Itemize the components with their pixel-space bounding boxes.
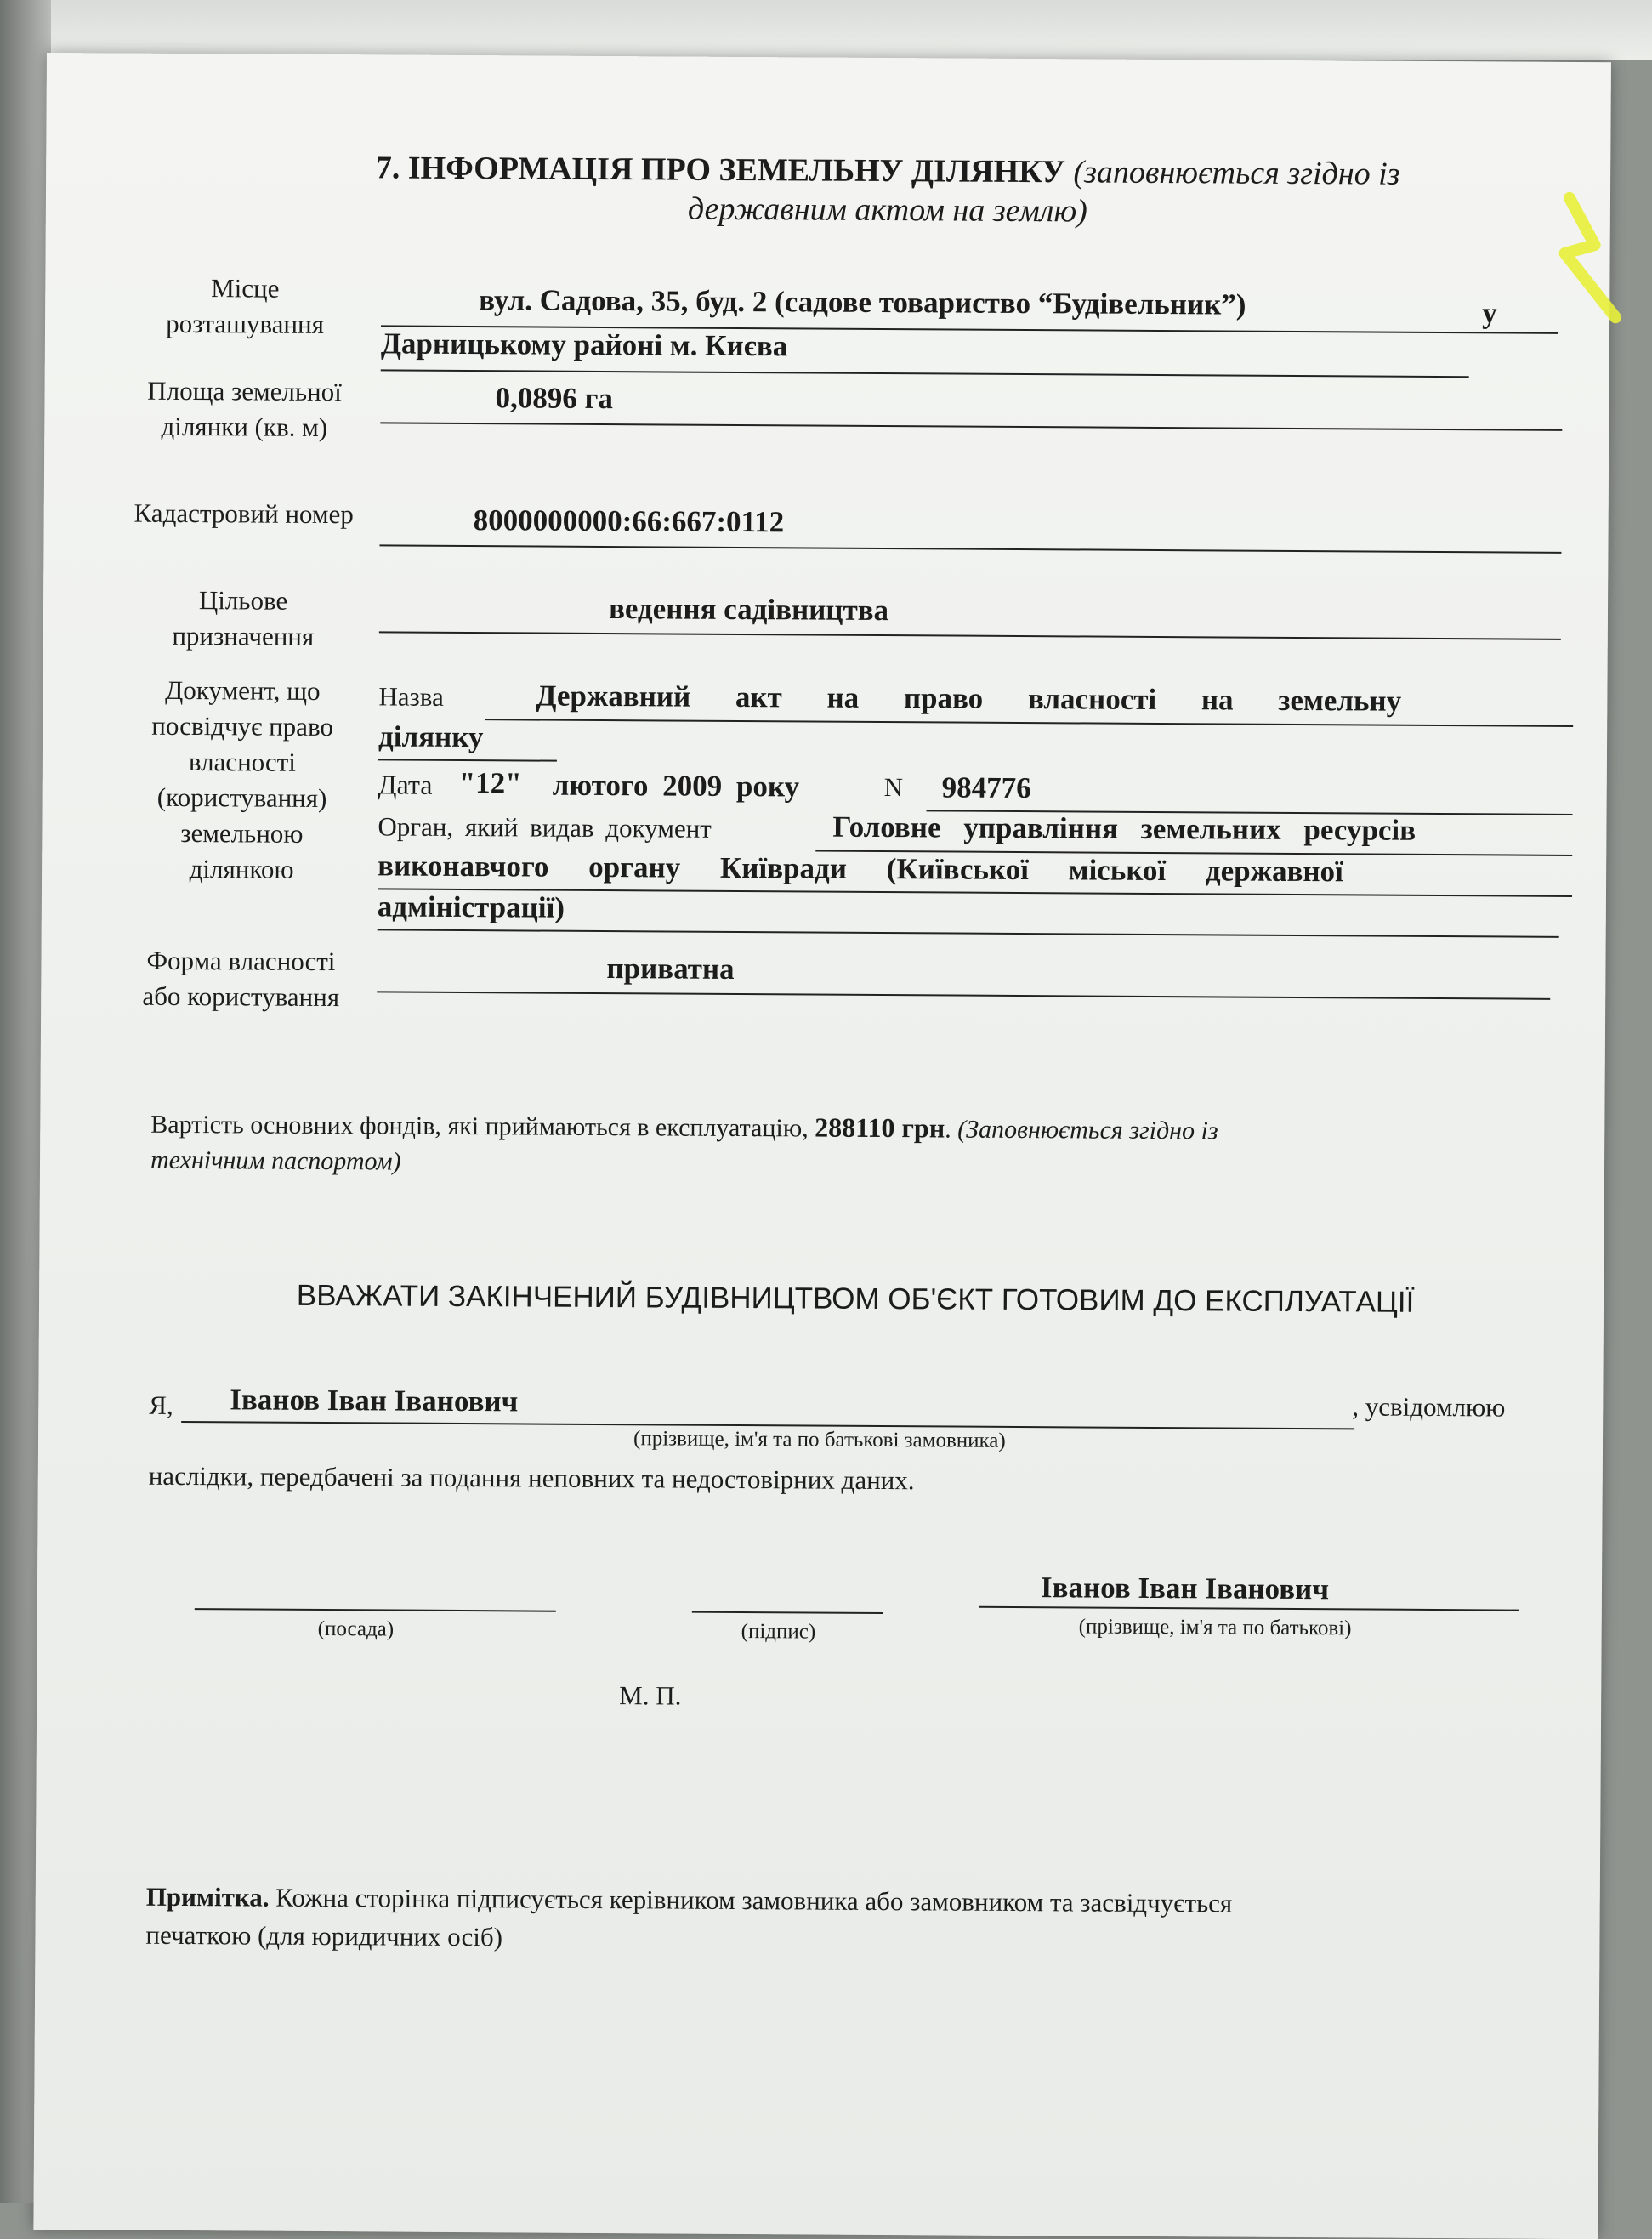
area-underline: [380, 422, 1562, 430]
document-date-day: "12": [458, 765, 522, 800]
document-number-label: N: [883, 772, 904, 803]
purpose-underline: [379, 631, 1561, 639]
conclusion-heading: ВВАЖАТИ ЗАКІНЧЕНИЙ БУДІВНИЦТВОМ ОБ'ЄКТ ГОТОВИМ ДО ЕКСПЛУАТАЦІЇ: [296, 1278, 1415, 1319]
note-text-1: Кожна сторінка підписується керівником замовника або замовником та засвідчується: [275, 1882, 1233, 1918]
cadastral-underline: [379, 544, 1561, 553]
cadastral-value: 8000000000:66:667:0112: [473, 503, 785, 539]
stamp-place: М. П.: [619, 1680, 682, 1711]
location-label: Місце розташування: [166, 273, 325, 339]
ownership-underline: [377, 991, 1550, 999]
note-line-1: [146, 1882, 1233, 1919]
ownership-value: приватна: [606, 952, 735, 986]
cost-note-2: технічним паспортом): [150, 1145, 401, 1176]
document-issuer-value-2: виконавчого органу Київради (Київської міської державної: [378, 849, 1343, 889]
location-line-1: вул. Садова, 35, буд. 2 (садове товариство “Будівельник”): [479, 283, 1246, 321]
document-date-label: Дата: [378, 769, 433, 800]
document-name-value-2: ділянку: [378, 719, 484, 754]
area-label: Площа земельної ділянки (кв. м): [147, 375, 342, 443]
section-title-note-2: державним актом на землю): [687, 190, 1087, 230]
declaration-line-2: наслідки, передбачені за подання неповних та недостовірних даних.: [148, 1460, 915, 1496]
document-issuer-label: Орган, який видав документ: [378, 811, 712, 844]
signature-caption: (підпис): [741, 1620, 816, 1644]
ownership-label: Форма власності або користування: [142, 945, 340, 1013]
section-title-note-1: (заповнюється згідно із: [1073, 154, 1400, 192]
cost-text: [150, 1108, 1218, 1146]
document-issuer-underline-3: [378, 929, 1559, 937]
document-issuer-value-1: Головне управління земельних ресурсів: [832, 810, 1416, 847]
purpose-label: Цільове призначення: [172, 585, 315, 651]
document-label: Документ, що посвідчує право власності (користування) земельною ділянкою: [151, 674, 334, 884]
signature-line: [692, 1611, 883, 1614]
document-number-value: 984776: [941, 770, 1031, 805]
area-value: 0,0896 га: [495, 381, 614, 416]
cost-note-1: (Заповнюється згідно із: [957, 1115, 1218, 1145]
cadastral-label: Кадастровий номер: [133, 497, 354, 530]
signatory-name: Іванов Іван Іванович: [1040, 1571, 1330, 1606]
declaration-name: Іванов Іван Іванович: [230, 1383, 519, 1418]
location-underline-2: [381, 369, 1469, 378]
background-top: [0, 0, 1652, 60]
purpose-value: ведення садівництва: [608, 592, 889, 628]
section-title: [271, 148, 1505, 234]
section-title-bold: 7. ІНФОРМАЦІЯ ПРО ЗЕМЕЛЬНУ ДІЛЯНКУ: [375, 150, 1066, 190]
document-page: [33, 53, 1611, 2239]
declaration-suffix: , усвідомлюю: [1352, 1391, 1506, 1423]
position-caption: (посада): [317, 1617, 395, 1641]
declaration-prefix: Я,: [149, 1389, 173, 1420]
cost-value: 288110 грн: [815, 1111, 945, 1144]
note-bold: Примітка.: [145, 1881, 270, 1912]
document-name-label: Назва: [378, 681, 444, 712]
document-name-underline-1: [485, 719, 1573, 727]
position-line: [195, 1608, 556, 1612]
document-date-rest: лютого 2009 року: [552, 768, 800, 804]
cost-dot: .: [945, 1115, 951, 1144]
signatory-name-caption: (прізвище, ім'я та по батькові): [1078, 1615, 1352, 1640]
location-line-1-end: у: [1482, 296, 1497, 330]
cost-label: Вартість основних фондів, які приймаються в експлуатацію,: [150, 1110, 809, 1143]
location-line-2: Дарницькому районі м. Києва: [380, 327, 788, 363]
declaration-caption: (прізвище, ім'я та по батькові замовника): [633, 1427, 1006, 1452]
signatory-name-line: [979, 1606, 1519, 1611]
document-name-underline-2: [378, 759, 557, 761]
document-issuer-value-3: адміністрації): [377, 889, 565, 924]
highlighter-mark-icon: [1543, 190, 1638, 327]
note-line-2: печаткою (для юридичних осіб): [145, 1919, 503, 1952]
document-name-value-1: Державний акт на право власності на земельну: [536, 679, 1402, 718]
